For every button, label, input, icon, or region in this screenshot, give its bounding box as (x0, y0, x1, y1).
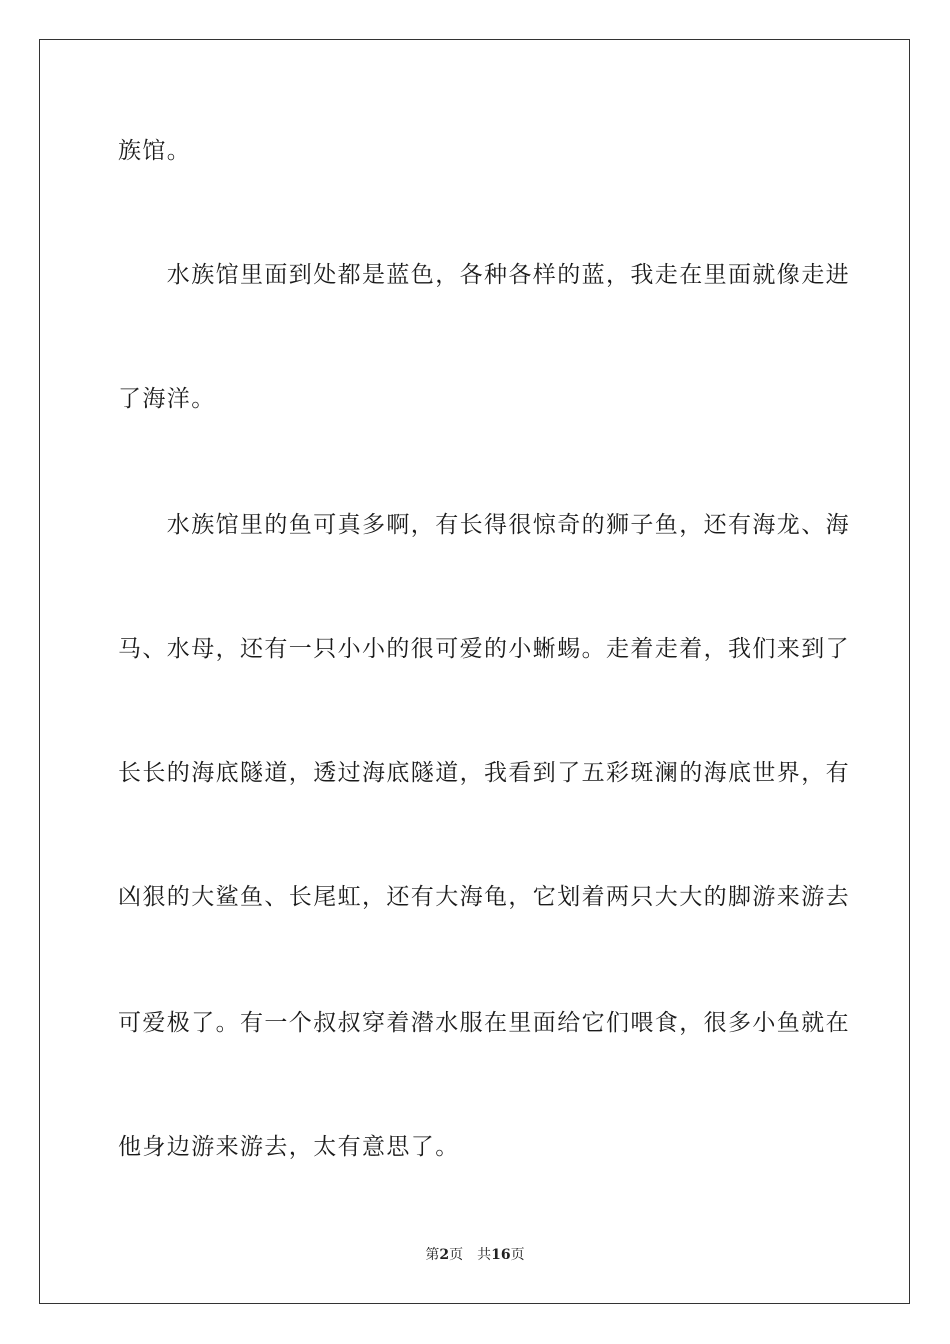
total-page-count: 16 (491, 1247, 511, 1263)
page-suffix: 页 (449, 1247, 464, 1263)
text-line: 马、水母，还有一只小小的很可爱的小蜥蜴。走着走着，我们来到了 (118, 636, 850, 662)
text-line: 他身边游来游去，太有意思了。 (118, 1134, 460, 1160)
page-border (39, 39, 910, 1304)
page-prefix: 第 (425, 1247, 440, 1263)
text-line: 族馆。 (118, 138, 192, 164)
current-page-number: 2 (439, 1247, 450, 1263)
text-line: 水族馆里面到处都是蓝色，各种各样的蓝，我走在里面就像走进 (118, 262, 850, 288)
text-line: 长长的海底隧道，透过海底隧道，我看到了五彩斑澜的海底世界，有 (118, 760, 850, 786)
total-prefix: 共 (477, 1247, 492, 1263)
page-number-footer (0, 1246, 950, 1264)
text-line: 水族馆里的鱼可真多啊，有长得很惊奇的狮子鱼，还有海龙、海 (118, 512, 850, 538)
text-line: 凶狠的大鲨鱼、长尾虹，还有大海龟，它划着两只大大的脚游来游去 (118, 884, 850, 910)
total-suffix: 页 (510, 1247, 525, 1263)
text-line: 可爱极了。有一个叔叔穿着潜水服在里面给它们喂食，很多小鱼就在 (118, 1010, 850, 1036)
text-line: 了海洋。 (118, 386, 216, 412)
